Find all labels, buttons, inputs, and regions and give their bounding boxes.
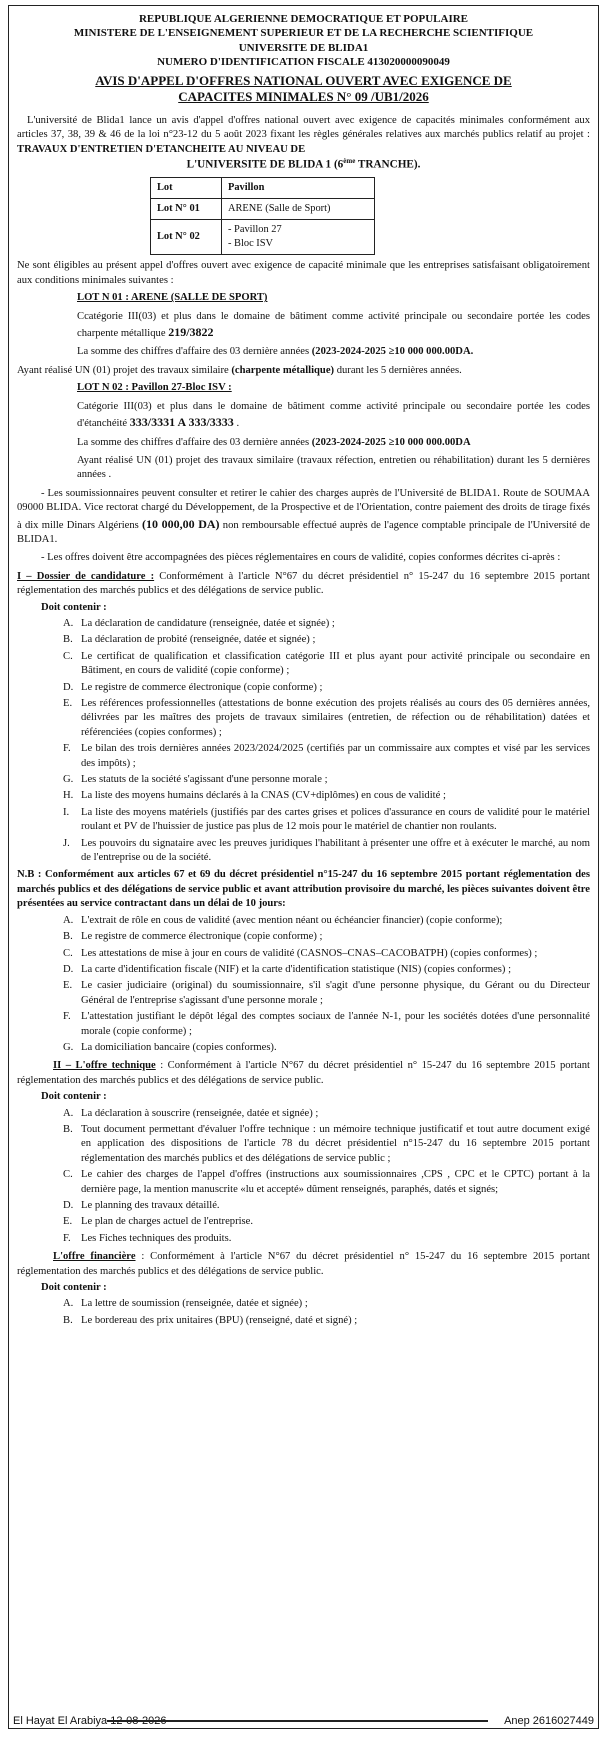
dossier-heading: I – Dossier de candidature : <box>17 570 155 582</box>
lot2-turnover: La somme des chiffres d'affaire des 03 dernière années (2023-2024-2025 ≥10 000 000.00DA <box>77 436 471 448</box>
list-item: B. Tout document permettant d'évaluer l'offre technique : un mémoire technique justificatif et tout autre document exigé en application des dispositions de l'article 78 du décret présidentiel n°15-247 du 16 septembre 2015 portant réglementation des marchés publics et des délégations de service public ; <box>63 1123 590 1164</box>
consult-paragraph: - Les soumissionnaires peuvent consulter et retirer le cahier des charges auprès de l'Université de BLIDA1. Route de SOUMAA 09000 BLIDA. Vice rectorat chargé du Développement, de la Prospective et de l'Orientation, contre paiement des droits de tirage fixés à dix mille Dinars Algériens (10 000,00 DA) non remboursable effectué auprès de l'agence comptable principale de l'Université de BLIDA1. <box>17 487 590 545</box>
financiere-section: L'offre financière : Conformément à l'article N°67 du décret présidentiel n° 15-247 du 16 septembre 2015 portant réglementation des marchés publics et des délégations de service public. <box>17 1251 590 1277</box>
lots-col-pavillon: Pavillon <box>222 177 375 198</box>
list-item: D. La carte d'identification fiscale (NIF) et la carte d'identification statistique (NIS) (copies conformes) ; <box>63 963 512 975</box>
technique-doit: Doit contenir : <box>41 1091 107 1103</box>
list-item: C. Les attestations de mise à jour en cours de validité (CASNOS–CNAS–CACOBATPH) (copies conformes) ; <box>63 947 538 959</box>
lots-table <box>150 177 375 256</box>
notice-page <box>8 5 599 1729</box>
list-item: B. Le bordereau des prix unitaires (BPU) (renseigné, daté et signé) ; <box>63 1314 358 1326</box>
notice-title-line1: AVIS D'APPEL D'OFFRES NATIONAL OUVERT AVEC EXIGENCE DE <box>95 73 512 89</box>
lot2-category: Catégorie III(03) et plus dans le domaine de bâtiment comme activité principale ou secondaire portée les codes d'étanchéité 333/3331 A 333/3333 . <box>77 400 590 430</box>
lot1-conditions <box>77 291 590 360</box>
offers-paragraph: - Les offres doivent être accompagnées des pièces réglementaires en cours de validité, copies conformes décrites ci-après : <box>41 552 561 564</box>
list-item: F. Le bilan des trois dernières années 2023/2024/2025 (certifiés par un commissaire aux comptes et visé par les services des impôts) ; <box>63 743 590 769</box>
list-item: A. La déclaration de candidature (renseignée, datée et signée) ; <box>63 617 335 629</box>
lot-cell: Lot N° 01 <box>151 199 222 220</box>
pavillon-cell: - Pavillon 27 - Bloc ISV <box>222 220 375 255</box>
notice-title <box>17 73 590 106</box>
list-item: E. Le plan de charges actuel de l'entreprise. <box>63 1216 254 1228</box>
table-row <box>151 199 375 220</box>
list-item: A. La déclaration à souscrire (renseignée, datée et signée) ; <box>63 1107 319 1119</box>
dossier-list <box>17 617 590 866</box>
intro-paragraph <box>17 114 590 157</box>
list-item: A. L'extrait de rôle en cous de validité (avec mention néant ou échéancier financier) (copie conforme); <box>63 914 503 926</box>
footer-rule <box>107 1720 488 1722</box>
header-line-republic: REPUBLIQUE ALGERIENNE DEMOCRATIQUE ET POPULAIRE <box>138 13 469 25</box>
financiere-heading: L'offre financière <box>53 1251 136 1263</box>
list-item: H. La liste des moyens humains déclarés à la CNAS (CV+diplômes) en cous de validité ; <box>63 790 446 802</box>
header-line-ministry: MINISTERE DE L'ENSEIGNEMENT SUPERIEUR ET DE LA RECHERCHE SCIENTIFIQUE <box>73 27 534 40</box>
nb-list <box>17 914 590 1056</box>
lot1-heading: LOT N 01 : ARENE (SALLE DE SPORT) <box>77 292 268 304</box>
list-item: G. La domiciliation bancaire (copies conformes). <box>63 1041 277 1053</box>
notice-title-line2: CAPACITES MINIMALES N° 09 /UB1/2026 <box>178 89 429 105</box>
header <box>17 12 590 69</box>
header-fiscal-number: NUMERO D'IDENTIFICATION FISCALE 413020000090049 <box>157 55 450 68</box>
list-item: A. La lettre de soumission (renseignée, datée et signée) ; <box>63 1298 308 1310</box>
header-line-university: UNIVERSITE DE BLIDA1 <box>238 41 369 54</box>
list-item: G. Les statuts de la société s'agissant d'une personne morale ; <box>63 774 328 786</box>
footer <box>9 1714 598 1728</box>
list-item: B. La déclaration de probité (renseignée, datée et signée) ; <box>63 634 316 646</box>
lot-cell: Lot N° 02 <box>151 220 222 255</box>
list-item: F. Les Fiches techniques des produits. <box>63 1232 232 1244</box>
lot1-project: Ayant réalisé UN (01) projet des travaux similaire (charpente métallique) durant les 5 dernières années. <box>17 364 462 376</box>
lot2-heading: LOT N 02 : Pavillon 27-Bloc ISV : <box>77 382 232 394</box>
list-item: I. La liste des moyens matériels (justifiés par des cartes grises et polices d'assurance en cours de validité pour le matériel roulant et PV de l'huissier de justice pas plus de 12 mois pour le matériel de chantier non roulants. <box>63 806 590 833</box>
list-item: C. Le cahier des charges de l'appel d'offres (instructions aux soumissionnaires ,CPS , CPC et le CPTC) portant à la dernière page, la mention manuscrite «lu et accepté» dûment renseignés, paraphés, datés et signés; <box>63 1169 590 1195</box>
lots-col-lot: Lot <box>151 177 222 198</box>
intro-project: TRAVAUX D'ENTRETIEN D'ETANCHEITE AU NIVEAU DE <box>17 143 306 155</box>
intro-project-line2: L'UNIVERSITE DE BLIDA 1 (6ème TRANCHE). <box>186 156 421 171</box>
list-item: C. Le certificat de qualification et classification catégorie III et plus ayant pour activité principale ou secondaire en Bâtiment, en cours de validité (copie conforme) ; <box>63 650 590 677</box>
list-item: D. Le planning des travaux détaillé. <box>63 1200 220 1211</box>
list-item: D. Le registre de commerce électronique (copie conforme) ; <box>63 681 323 693</box>
financiere-doit: Doit contenir : <box>41 1282 107 1294</box>
technique-section: II – L'offre technique : Conformément à l'article N°67 du décret présidentiel n° 15-247 du 16 septembre 2015 portant réglementation des marchés publics et des délégations de service public. <box>17 1060 590 1086</box>
footer-reference: Anep 2616027449 <box>504 1715 594 1727</box>
dossier-doit: Doit contenir : <box>41 601 107 613</box>
technique-heading: II – L'offre technique <box>53 1060 156 1072</box>
dossier-section: I – Dossier de candidature : Conformément à l'article N°67 du décret présidentiel n° 15-247 du 16 septembre 2015 portant réglementation des marchés publics et des délégations de service public. <box>17 570 591 597</box>
lot2-conditions <box>77 381 590 482</box>
eligibility-text: Ne sont éligibles au présent appel d'offres ouvert avec exigence de capacité minimale que les entreprises satisfaisant obligatoirement aux conditions minimales suivantes : <box>17 260 590 286</box>
footer-newspaper: El Hayat El Arabiya 12-08-2026 <box>13 1715 167 1727</box>
intro-text: L'université de Blida1 lance un avis d'appel d'offres national ouvert avec exigence de capacités minimales conformément aux articles 37, 38, 39 & 46 de la loi n°23-12 du 5 août 2023 fixant les règles générales relatives aux marchés publics relatif au projet : <box>17 114 590 141</box>
list-item: E. Les références professionnelles (attestations de bonne exécution des projets réalisés au cours des 05 dernières années, délivrées par les maîtres des projets de travaux similaires (entretien, de réfection ou de réhabilitation) datées et référenciées (copies conformes) ; <box>63 698 590 738</box>
technique-list <box>17 1107 590 1247</box>
list-item: E. Le casier judiciaire (original) du soumissionnaire, s'il s'agit d'une personne physique, du Gérant ou du Directeur Général de l'entreprise s'agissant d'une personne morale ; <box>63 980 590 1006</box>
lot2-project: Ayant réalisé UN (01) projet des travaux similaire (travaux réfection, entretien ou réhabilitation) durant les 5 dernières années . <box>77 454 590 481</box>
pavillon-cell: ARENE (Salle de Sport) <box>222 199 375 220</box>
table-row <box>151 220 375 255</box>
lot1-category: Ccatégorie III(03) et plus dans le domaine de bâtiment comme activité principale ou secondaire portée les codes charpente métallique 219/3822 <box>77 310 590 340</box>
financiere-list <box>17 1297 590 1328</box>
list-item: F. L'attestation justifiant le dépôt légal des comptes sociaux de l'année N-1, pour les sociétés dotées d'une personnalité morale (copie conforme) ; <box>63 1011 590 1037</box>
nb-paragraph: N.B : Conformément aux articles 67 et 69 du décret présidentiel n°15-247 du 16 septembre 2015 portant réglementation des marchés publics et des délégations de service public et avant attribution provisoire du marché, les pièces suivantes doivent être présentées au service contractant dans un délai de 10 jours: <box>17 869 590 910</box>
list-item: J. Les pouvoirs du signataire avec les preuves juridiques l'habilitant à présenter une offre et à exécuter le marché, au nom de l'entreprise ou de la société. <box>63 837 590 864</box>
list-item: B. Le registre de commerce électronique (copie conforme) ; <box>63 931 323 943</box>
lot1-turnover: La somme des chiffres d'affaire des 03 dernière années (2023-2024-2025 ≥10 000 000.00DA. <box>77 346 474 358</box>
